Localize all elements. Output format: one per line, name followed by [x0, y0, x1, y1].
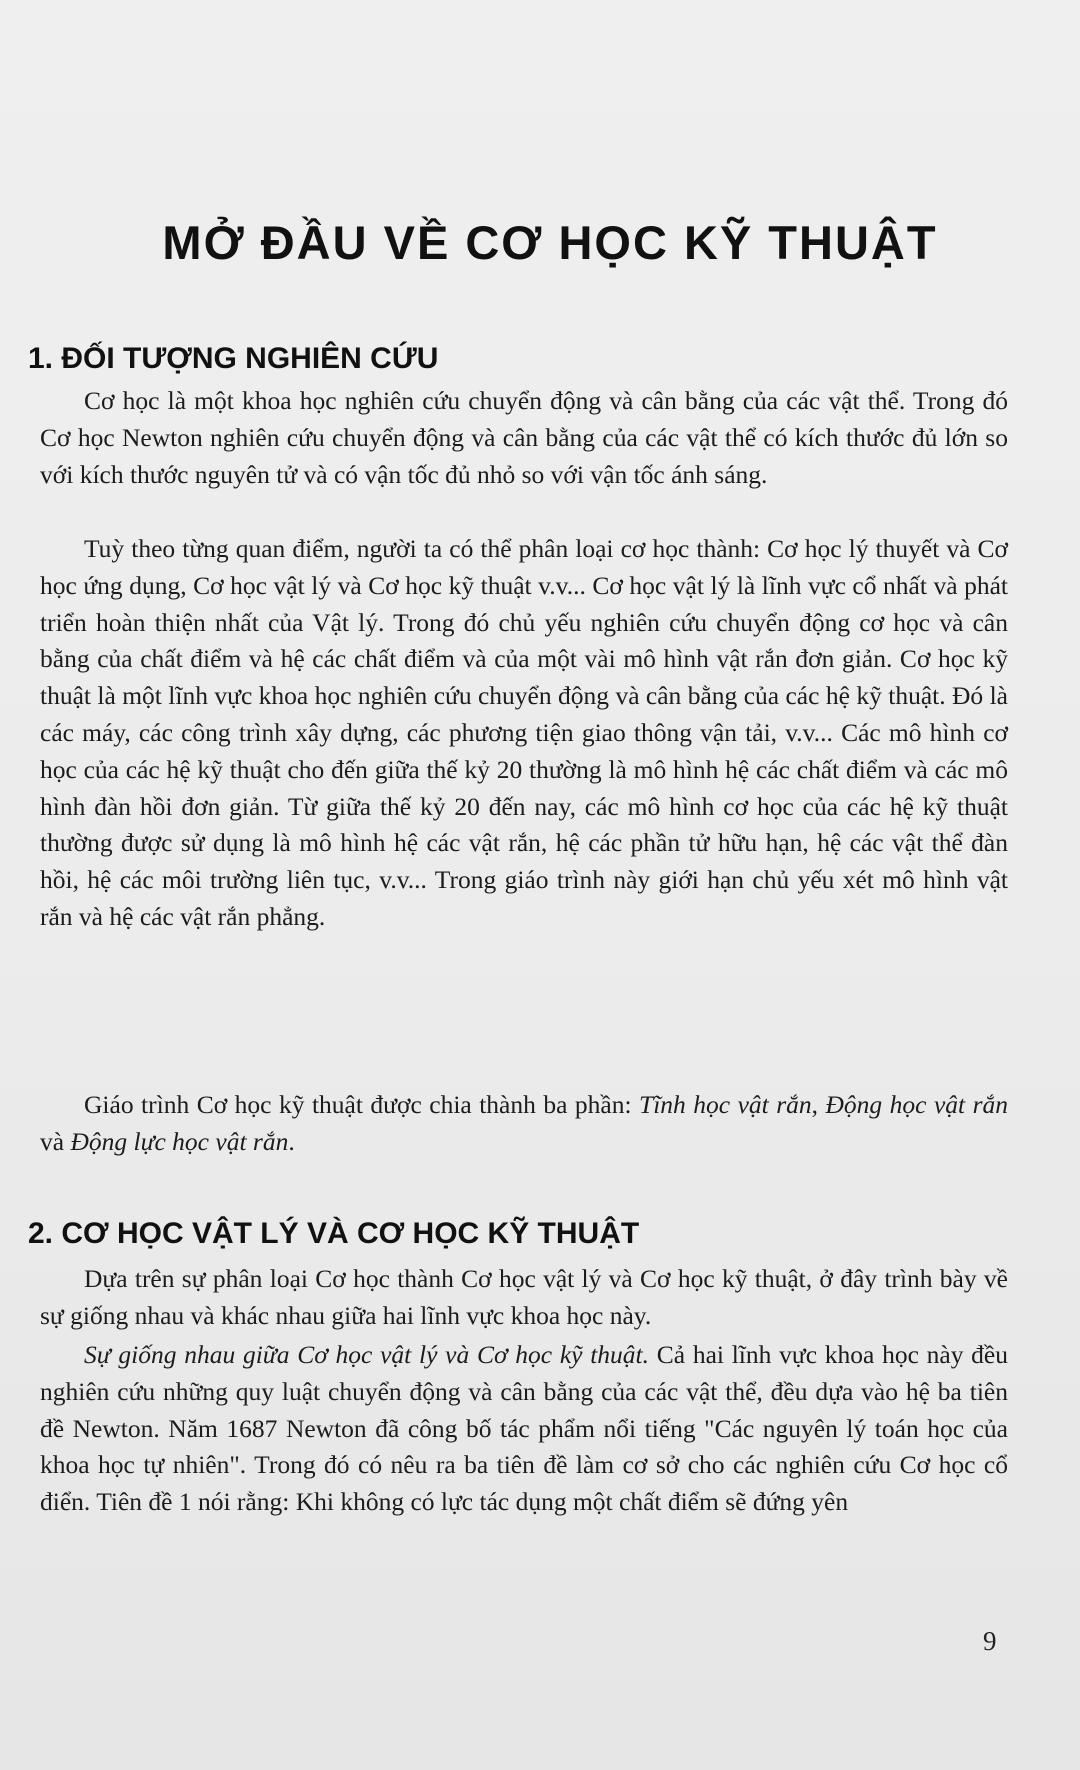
paragraph-3-intro: Giáo trình Cơ học kỹ thuật được chia thành ba phần:	[84, 1090, 640, 1119]
section-2-paragraph-1: Dựa trên sự phân loại Cơ học thành Cơ học vật lý và Cơ học kỹ thuật, ở đây trình bày về sự giống nhau và khác nhau giữa hai lĩnh vực khoa học này.	[40, 1264, 1008, 1330]
part-3-title: Động lực học vật rắn	[70, 1126, 289, 1156]
page-number: 9	[983, 1626, 997, 1656]
section-1-paragraph-1: Cơ học là một khoa học nghiên cứu chuyển động và cân bằng của các vật thể. Trong đó Cơ học Newton nghiên cứu chuyển động và cân bằng của các vật thể có kích thước đủ lớn so với kích thước nguyên tử và có vận tốc đủ nhỏ so với vận tốc ánh sáng.	[40, 386, 1008, 489]
separator-1: ,	[811, 1090, 826, 1119]
part-1-title: Tĩnh học vật rắn	[639, 1090, 812, 1119]
part-2-title: Động học vật rắn	[825, 1090, 1009, 1119]
separator-2: và	[40, 1126, 71, 1156]
page-title: MỞ ĐẦU VỀ CƠ HỌC KỸ THUẬT	[162, 216, 938, 269]
section-2-paragraph-2	[40, 1337, 1008, 1521]
section-2-heading: 2. CƠ HỌC VẬT LÝ VÀ CƠ HỌC KỸ THUẬT	[28, 1217, 640, 1250]
section-1-paragraph-2: Tuỳ theo từng quan điểm, người ta có thể phân loại cơ học thành: Cơ học lý thuyết và Cơ học ứng dụng, Cơ học vật lý và Cơ học kỹ thuật v.v... Cơ học vật lý là lĩnh vực cổ nhất và phát triển hoàn thiện nhất của Vật lý. Trong đó chủ yếu nghiên cứu chuyển động cơ học và cân bằng của chất điểm và hệ các chất điểm và của một vài mô hình vật rắn đơn giản. Cơ học kỹ thuật là một lĩnh vực khoa học nghiên cứu chuyển động và cân bằng của các hệ kỹ thuật. Đó là các máy, các công trình xây dựng, các phương tiện giao thông vận tải, v.v... Các mô hình cơ học của các hệ kỹ thuật cho đến giữa thế kỷ 20 thường là mô hình hệ các chất điểm và các mô hình đàn hồi đơn giản. Từ giữa thế kỷ 20 đến nay, các mô hình cơ học của các hệ kỹ thuật thường được sử dụng là mô hình hệ các vật rắn, hệ các phần tử hữu hạn, hệ các vật thể đàn hồi, hệ các môi trường liên tục, v.v... Trong giáo trình này giới hạn chủ yếu xét mô hình vật rắn và hệ các vật rắn phẳng.	[40, 534, 1008, 931]
paragraph-3-end: .	[288, 1126, 295, 1156]
section-1-heading: 1. ĐỐI TƯỢNG NGHIÊN CỨU	[28, 342, 439, 375]
similarity-heading: Sự giống nhau giữa Cơ học vật lý và Cơ học kỹ thuật.	[84, 1340, 650, 1369]
similarity-text: Cả hai lĩnh vực khoa học này đều nghiên cứu những quy luật chuyển động và cân bằng của các vật thể, đều dựa vào hệ ba tiên đề Newton. Năm 1687 Newton đã công bố tác phẩm nổi tiếng "Các nguyên lý toán học của khoa học tự nhiên". Trong đó có nêu ra ba tiên đề làm cơ sở cho các nghiên cứu Cơ học cổ điển. Tiên đề 1 nói rằng: Khi không có lực tác dụng một chất điểm sẽ đứng yên	[40, 1340, 1008, 1517]
section-1-paragraph-3	[40, 1087, 1008, 1161]
